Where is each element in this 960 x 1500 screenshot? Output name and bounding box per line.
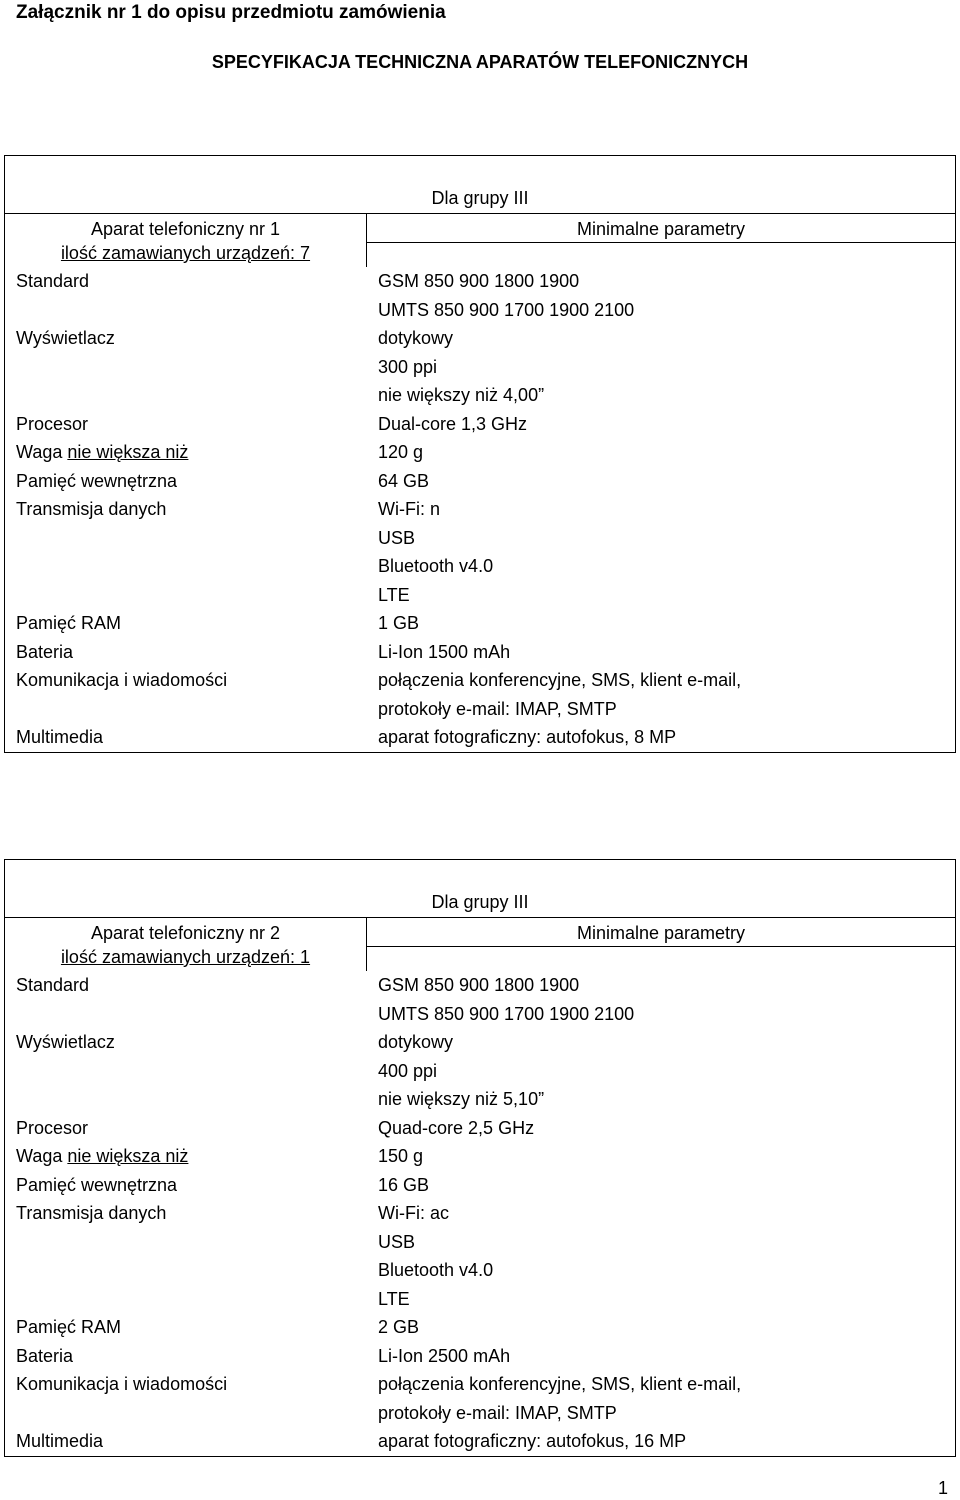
spec-label: Multimedia: [16, 727, 104, 747]
spec-value: 64 GB: [378, 470, 430, 491]
spec-label: Standard: [16, 975, 90, 995]
spec-label: Transmisja danych: [16, 499, 167, 519]
spec-value: 1 GB: [378, 613, 420, 633]
spec-values: [367, 666, 955, 723]
spec-value: USB: [378, 1231, 416, 1252]
spec-label: Bateria: [16, 641, 74, 662]
device-quantity: ilość zamawianych urządzeń: 7: [60, 243, 311, 263]
spec-label: Pamięć wewnętrzna: [16, 470, 178, 491]
spec-values: [367, 723, 955, 752]
spec-row: [5, 410, 955, 439]
spec-values: [367, 1142, 955, 1171]
spec-value: 16 GB: [378, 1174, 430, 1195]
spec-values: [367, 1028, 955, 1114]
spec-value: 2 GB: [378, 1317, 420, 1337]
spec-label: Multimedia: [16, 1431, 104, 1451]
group-heading-row: [5, 156, 955, 214]
spec-value: Wi-Fi: n: [378, 499, 440, 519]
spec-label-underlined: nie większa niż: [67, 442, 189, 462]
params-header: Minimalne parametry: [367, 918, 955, 947]
spec-values: [367, 467, 955, 496]
spec-row: [5, 267, 955, 324]
spec-row: [5, 1313, 955, 1342]
page-number: 1: [937, 1478, 948, 1498]
spec-label-underlined: nie większa niż: [67, 1146, 189, 1166]
spec-label: [5, 1142, 367, 1171]
spec-value: 150 g: [378, 1146, 424, 1166]
spec-value: nie większy niż 5,10”: [378, 1089, 545, 1109]
spec-values: [367, 1313, 955, 1342]
spec-values: [367, 410, 955, 439]
document-title: SPECYFIKACJA TECHNICZNA APARATÓW TELEFONICZNYCH: [211, 52, 749, 72]
device-header-cell: [5, 918, 367, 971]
spec-value: Dual-core 1,3 GHz: [378, 413, 528, 434]
spec-value: 120 g: [378, 442, 424, 462]
spec-label: Pamięć RAM: [16, 613, 122, 633]
spec-label: Pamięć wewnętrzna: [16, 1174, 178, 1195]
spec-row: [5, 324, 955, 410]
spec-values: [367, 267, 955, 324]
spec-value: USB: [378, 527, 416, 548]
spec-label: Procesor: [16, 1117, 89, 1138]
spec-row: [5, 1142, 955, 1171]
device-header-cell: [5, 214, 367, 267]
group-heading: Dla grupy III: [431, 892, 529, 912]
spec-values: [367, 971, 955, 1028]
spec-row: [5, 1342, 955, 1371]
spec-value: UMTS 850 900 1700 1900 2100: [378, 1003, 635, 1024]
group-heading: Dla grupy III: [431, 188, 529, 208]
spec-label: Komunikacja i wiadomości: [16, 670, 228, 690]
spec-label: Pamięć RAM: [16, 1317, 122, 1337]
spec-values: [367, 1370, 955, 1427]
spec-value: protokoły e-mail: IMAP, SMTP: [378, 698, 617, 719]
spec-label: Procesor: [16, 413, 89, 434]
spec-label-prefix: Waga: [16, 442, 68, 462]
spec-row: [5, 1199, 955, 1313]
spec-value: połączenia konferencyjne, SMS, klient e-mail,: [378, 670, 742, 690]
spec-value: LTE: [378, 584, 410, 605]
device-header-row: [5, 214, 955, 267]
spec-table-phone-2: [4, 859, 956, 1457]
spec-label: Bateria: [16, 1345, 74, 1366]
spec-value: 300 ppi: [378, 356, 438, 377]
spec-row: [5, 1114, 955, 1143]
device-quantity: ilość zamawianych urządzeń: 1: [60, 947, 311, 967]
spec-value: protokoły e-mail: IMAP, SMTP: [378, 1402, 617, 1423]
spec-table-phone-1: [4, 155, 956, 753]
spec-values: [367, 1114, 955, 1143]
spec-label: Standard: [16, 271, 90, 291]
spec-row: [5, 495, 955, 609]
spec-value: nie większy niż 4,00”: [378, 385, 545, 405]
spec-value: 400 ppi: [378, 1060, 438, 1081]
spec-label: Wyświetlacz: [16, 1032, 115, 1052]
spec-row: [5, 971, 955, 1028]
spec-value: Quad-core 2,5 GHz: [378, 1117, 535, 1138]
spec-row: [5, 438, 955, 467]
spec-value: połączenia konferencyjne, SMS, klient e-mail,: [378, 1374, 742, 1394]
spec-value: aparat fotograficzny: autofokus, 16 MP: [378, 1431, 687, 1451]
spec-values: [367, 1427, 955, 1456]
spec-value: Li-Ion 2500 mAh: [378, 1345, 511, 1366]
spec-values: [367, 609, 955, 638]
spec-value: GSM 850 900 1800 1900: [378, 975, 580, 995]
spec-value: dotykowy: [378, 1032, 454, 1052]
spec-label: [5, 438, 367, 467]
spec-values: [367, 1342, 955, 1371]
device-name: Aparat telefoniczny nr 2: [90, 923, 281, 943]
spec-value: Wi-Fi: ac: [378, 1203, 449, 1223]
device-header-row: [5, 918, 955, 971]
params-header: Minimalne parametry: [367, 214, 955, 243]
spec-row: [5, 1427, 955, 1456]
spec-row: [5, 1370, 955, 1427]
spec-value: GSM 850 900 1800 1900: [378, 271, 580, 291]
spec-values: [367, 638, 955, 667]
spec-values: [367, 495, 955, 609]
group-heading-row: [5, 860, 955, 918]
spec-value: Bluetooth v4.0: [378, 1260, 494, 1280]
spec-values: [367, 1199, 955, 1313]
spec-value: LTE: [378, 1288, 410, 1309]
spec-row: [5, 467, 955, 496]
spec-value: aparat fotograficzny: autofokus, 8 MP: [378, 727, 677, 747]
spec-value: UMTS 850 900 1700 1900 2100: [378, 299, 635, 320]
device-name: Aparat telefoniczny nr 1: [90, 219, 281, 239]
spec-values: [367, 438, 955, 467]
spec-row: [5, 609, 955, 638]
spec-label: Wyświetlacz: [16, 328, 115, 348]
spec-value: Bluetooth v4.0: [378, 556, 494, 576]
attachment-title: Załącznik nr 1 do opisu przedmiotu zamówienia: [16, 2, 446, 23]
spec-values: [367, 1171, 955, 1200]
spec-row: [5, 1028, 955, 1114]
spec-row: [5, 1171, 955, 1200]
spec-label: Komunikacja i wiadomości: [16, 1374, 228, 1394]
spec-value: Li-Ion 1500 mAh: [378, 641, 511, 662]
spec-row: [5, 666, 955, 723]
spec-row: [5, 723, 955, 752]
spec-label-prefix: Waga: [16, 1146, 68, 1166]
spec-row: [5, 638, 955, 667]
spec-label: Transmisja danych: [16, 1203, 167, 1223]
spec-value: dotykowy: [378, 328, 454, 348]
spec-values: [367, 324, 955, 410]
